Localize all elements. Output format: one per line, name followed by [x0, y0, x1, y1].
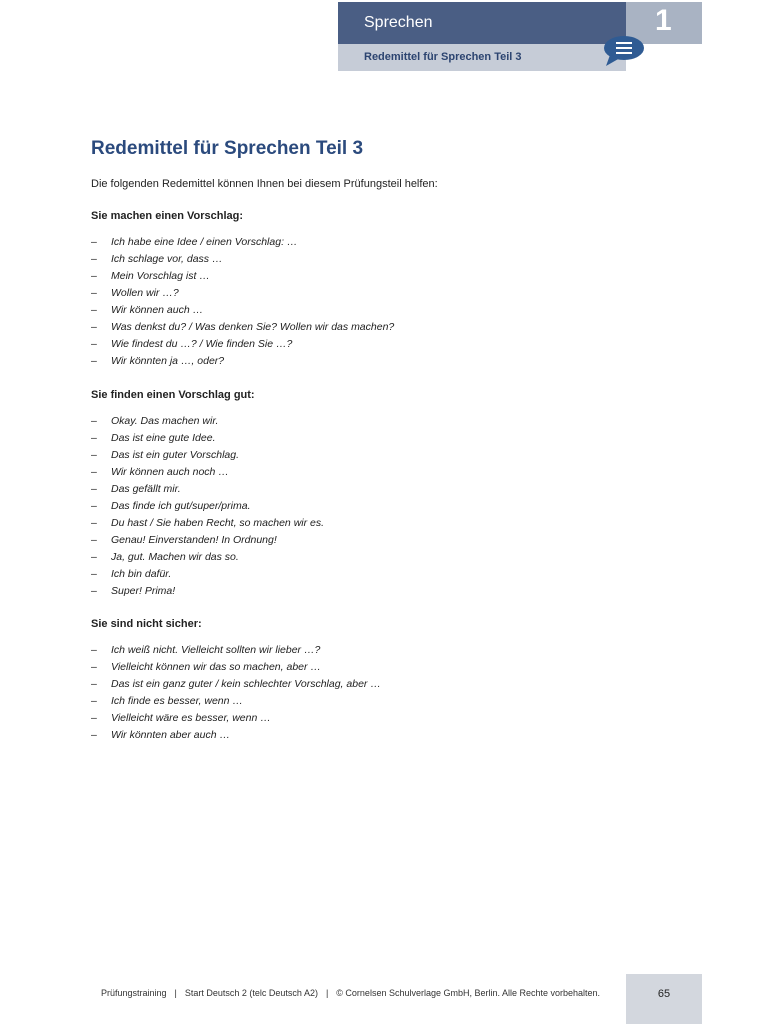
list-item	[91, 302, 651, 319]
list-dash: –	[91, 678, 97, 690]
phrase-text: Ich habe eine Idee / einen Vorschlag: …	[111, 236, 298, 248]
phrase-text: Ich schlage vor, dass …	[111, 253, 223, 265]
list-dash: –	[91, 466, 97, 478]
page-title: Redemittel für Sprechen Teil 3	[91, 138, 364, 159]
list-dash: –	[91, 321, 97, 333]
phrase-text: Das finde ich gut/super/prima.	[111, 500, 251, 512]
list-item	[91, 659, 651, 676]
phrase-text: Das ist eine gute Idee.	[111, 432, 216, 444]
list-dash: –	[91, 729, 97, 741]
section-heading: Sie sind nicht sicher:	[91, 618, 202, 630]
list-item	[91, 481, 651, 498]
phrase-text: Ja, gut. Machen wir das so.	[111, 551, 239, 563]
list-dash: –	[91, 287, 97, 299]
footer-copyright: © Cornelsen Schulverlage GmbH, Berlin. Alle Rechte vorbehalten.	[336, 988, 601, 998]
list-dash: –	[91, 661, 97, 673]
speech-bubble-icon	[600, 35, 644, 67]
list-dash: –	[91, 695, 97, 707]
list-item	[91, 319, 651, 336]
phrase-text: Genau! Einverstanden! In Ordnung!	[111, 534, 277, 546]
list-dash: –	[91, 585, 97, 597]
list-item	[91, 676, 651, 693]
list-item	[91, 549, 651, 566]
list-dash: –	[91, 415, 97, 427]
list-dash: –	[91, 712, 97, 724]
footer-separator: |	[174, 988, 177, 998]
list-dash: –	[91, 236, 97, 248]
list-item	[91, 251, 651, 268]
list-item	[91, 285, 651, 302]
list-dash: –	[91, 517, 97, 529]
phrase-text: Wie findest du …? / Wie finden Sie …?	[111, 338, 293, 350]
list-item	[91, 336, 651, 353]
page-number: 65	[657, 988, 671, 1000]
list-item	[91, 447, 651, 464]
list-item	[91, 566, 651, 583]
list-item	[91, 464, 651, 481]
phrase-list	[91, 234, 651, 370]
section-unsure	[91, 616, 651, 744]
list-dash: –	[91, 568, 97, 580]
list-item	[91, 727, 651, 744]
section-agree	[91, 387, 651, 600]
list-dash: –	[91, 534, 97, 546]
list-dash: –	[91, 338, 97, 350]
footer-series: Prüfungstraining	[101, 988, 167, 998]
phrase-list	[91, 413, 651, 600]
footer-book: Start Deutsch 2 (telc Deutsch A2)	[184, 988, 318, 998]
list-item	[91, 710, 651, 727]
list-item	[91, 642, 651, 659]
list-item	[91, 498, 651, 515]
list-dash: –	[91, 483, 97, 495]
section-heading: Sie machen einen Vorschlag:	[91, 210, 244, 222]
header-section-title: Sprechen	[364, 14, 433, 31]
list-item	[91, 583, 651, 600]
phrase-text: Vielleicht können wir das so machen, aber …	[111, 661, 321, 673]
phrase-text: Das ist ein ganz guter / kein schlechter Vorschlag, aber …	[111, 678, 381, 690]
list-item	[91, 515, 651, 532]
phrase-text: Das ist ein guter Vorschlag.	[111, 449, 240, 461]
phrase-text: Ich bin dafür.	[111, 568, 172, 580]
phrase-text: Wir können auch …	[111, 304, 204, 316]
list-dash: –	[91, 304, 97, 316]
phrase-text: Wir könnten ja …, oder?	[111, 355, 225, 367]
phrase-text: Wir könnten aber auch …	[111, 729, 230, 741]
list-item	[91, 353, 651, 370]
phrase-text: Was denkst du? / Was denken Sie? Wollen wir das machen?	[111, 321, 395, 333]
subheader-title: Redemittel für Sprechen Teil 3	[364, 51, 522, 63]
list-item	[91, 234, 651, 251]
list-dash: –	[91, 500, 97, 512]
list-item	[91, 693, 651, 710]
list-dash: –	[91, 432, 97, 444]
phrase-text: Ich weiß nicht. Vielleicht sollten wir lieber …?	[111, 644, 321, 656]
list-dash: –	[91, 449, 97, 461]
list-item	[91, 413, 651, 430]
chapter-number: 1	[655, 4, 672, 37]
list-item	[91, 268, 651, 285]
phrase-text: Okay. Das machen wir.	[111, 415, 219, 427]
phrase-text: Wollen wir …?	[111, 287, 179, 299]
section-suggestion	[91, 208, 651, 370]
phrase-text: Vielleicht wäre es besser, wenn …	[111, 712, 271, 724]
phrase-text: Super! Prima!	[111, 585, 176, 597]
list-item	[91, 532, 651, 549]
list-dash: –	[91, 644, 97, 656]
list-item	[91, 430, 651, 447]
phrase-text: Ich finde es besser, wenn …	[111, 695, 243, 707]
phrase-text: Das gefällt mir.	[111, 483, 181, 495]
phrase-text: Du hast / Sie haben Recht, so machen wir es.	[111, 517, 325, 529]
phrase-text: Wir können auch noch …	[111, 466, 229, 478]
footer-separator: |	[325, 988, 329, 998]
phrase-text: Mein Vorschlag ist …	[111, 270, 210, 282]
section-heading: Sie finden einen Vorschlag gut:	[91, 389, 255, 401]
intro-text: Die folgenden Redemittel können Ihnen bei diesem Prüfungsteil helfen:	[91, 178, 438, 190]
list-dash: –	[91, 355, 97, 367]
footer-credits	[101, 988, 600, 998]
list-dash: –	[91, 253, 97, 265]
list-dash: –	[91, 551, 97, 563]
phrase-list	[91, 642, 651, 744]
list-dash: –	[91, 270, 97, 282]
